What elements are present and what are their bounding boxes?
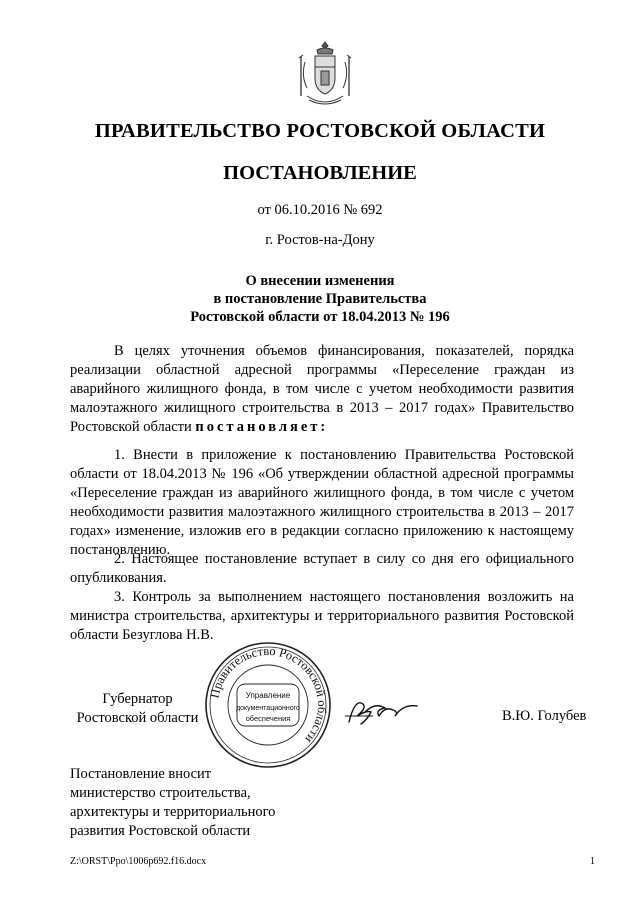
file-path: Z:\ORST\Ppo\1006p692.f16.docx [70, 856, 207, 867]
subject-line: О внесении изменения [245, 273, 395, 289]
signatory-position [70, 690, 205, 728]
document-date-number: от 06.10.2016 № 692 [257, 202, 383, 218]
preamble-text: В целях уточнения объемов финансирования, показателей, порядка реализации областной адресной программы «Переселение граждан из аварийного жилищного фонда, в том числе с учетом необходимости развития малоэтажного жилищного строительства в 2013 – 2017 годах» Правительство Ростовской области [70, 343, 574, 435]
document-subject [0, 272, 640, 326]
resolves-word: постановляет: [195, 419, 329, 435]
stamp-ring-text: Правительство Ростовской области [207, 643, 330, 746]
submitter-line: архитектуры и территориального [70, 804, 276, 820]
official-stamp [203, 640, 333, 770]
signer-name: В.Ю. Голубев [502, 708, 587, 724]
preamble-paragraph [70, 342, 574, 437]
position-line: Губернатор [102, 691, 173, 707]
submitter-line: министерство строительства, [70, 785, 251, 801]
subject-line: Ростовской области от 18.04.2013 № 196 [190, 309, 450, 325]
submitter-block [70, 765, 330, 841]
document-city: г. Ростов-на-Дону [265, 232, 375, 248]
page-number: 1 [590, 856, 595, 867]
stamp-line: Управление [245, 691, 291, 700]
submitter-line: развития Ростовской области [70, 823, 251, 839]
document-type: ПОСТАНОВЛЕНИЕ [223, 162, 417, 184]
clause-2: 2. Настоящее постановление вступает в силу со дня его официального опубликования. [70, 551, 574, 586]
organization-title: ПРАВИТЕЛЬСТВО РОСТОВСКОЙ ОБЛАСТИ [94, 120, 546, 142]
clause-3: 3. Контроль за выполнением настоящего постановления возложить на министра строительства, архитектуры и территориального развития Ростовской области Безуглова Н.В. [70, 589, 574, 643]
submitter-line: Постановление вносит [70, 766, 212, 782]
position-line: Ростовской области [76, 710, 199, 726]
subject-line: в постановление Правительства [213, 291, 427, 307]
clause-1: 1. Внести в приложение к постановлению Правительства Ростовской области от 18.04.2013 № 196 «Об утверждении областной адресной программы «Переселение граждан из аварийного жилищного фонда, в том числе с учетом необходимости развития малоэтажного жилищного строительства в 2013 – 2017 годах» изменение, изложив его в редакции согласно приложению к настоящему постановлению. [70, 447, 574, 558]
stamp-line: документационного [236, 705, 300, 712]
rostov-coat-of-arms-icon [295, 38, 355, 110]
handwritten-signature [343, 692, 423, 732]
stamp-line: обеспечения [245, 714, 291, 723]
